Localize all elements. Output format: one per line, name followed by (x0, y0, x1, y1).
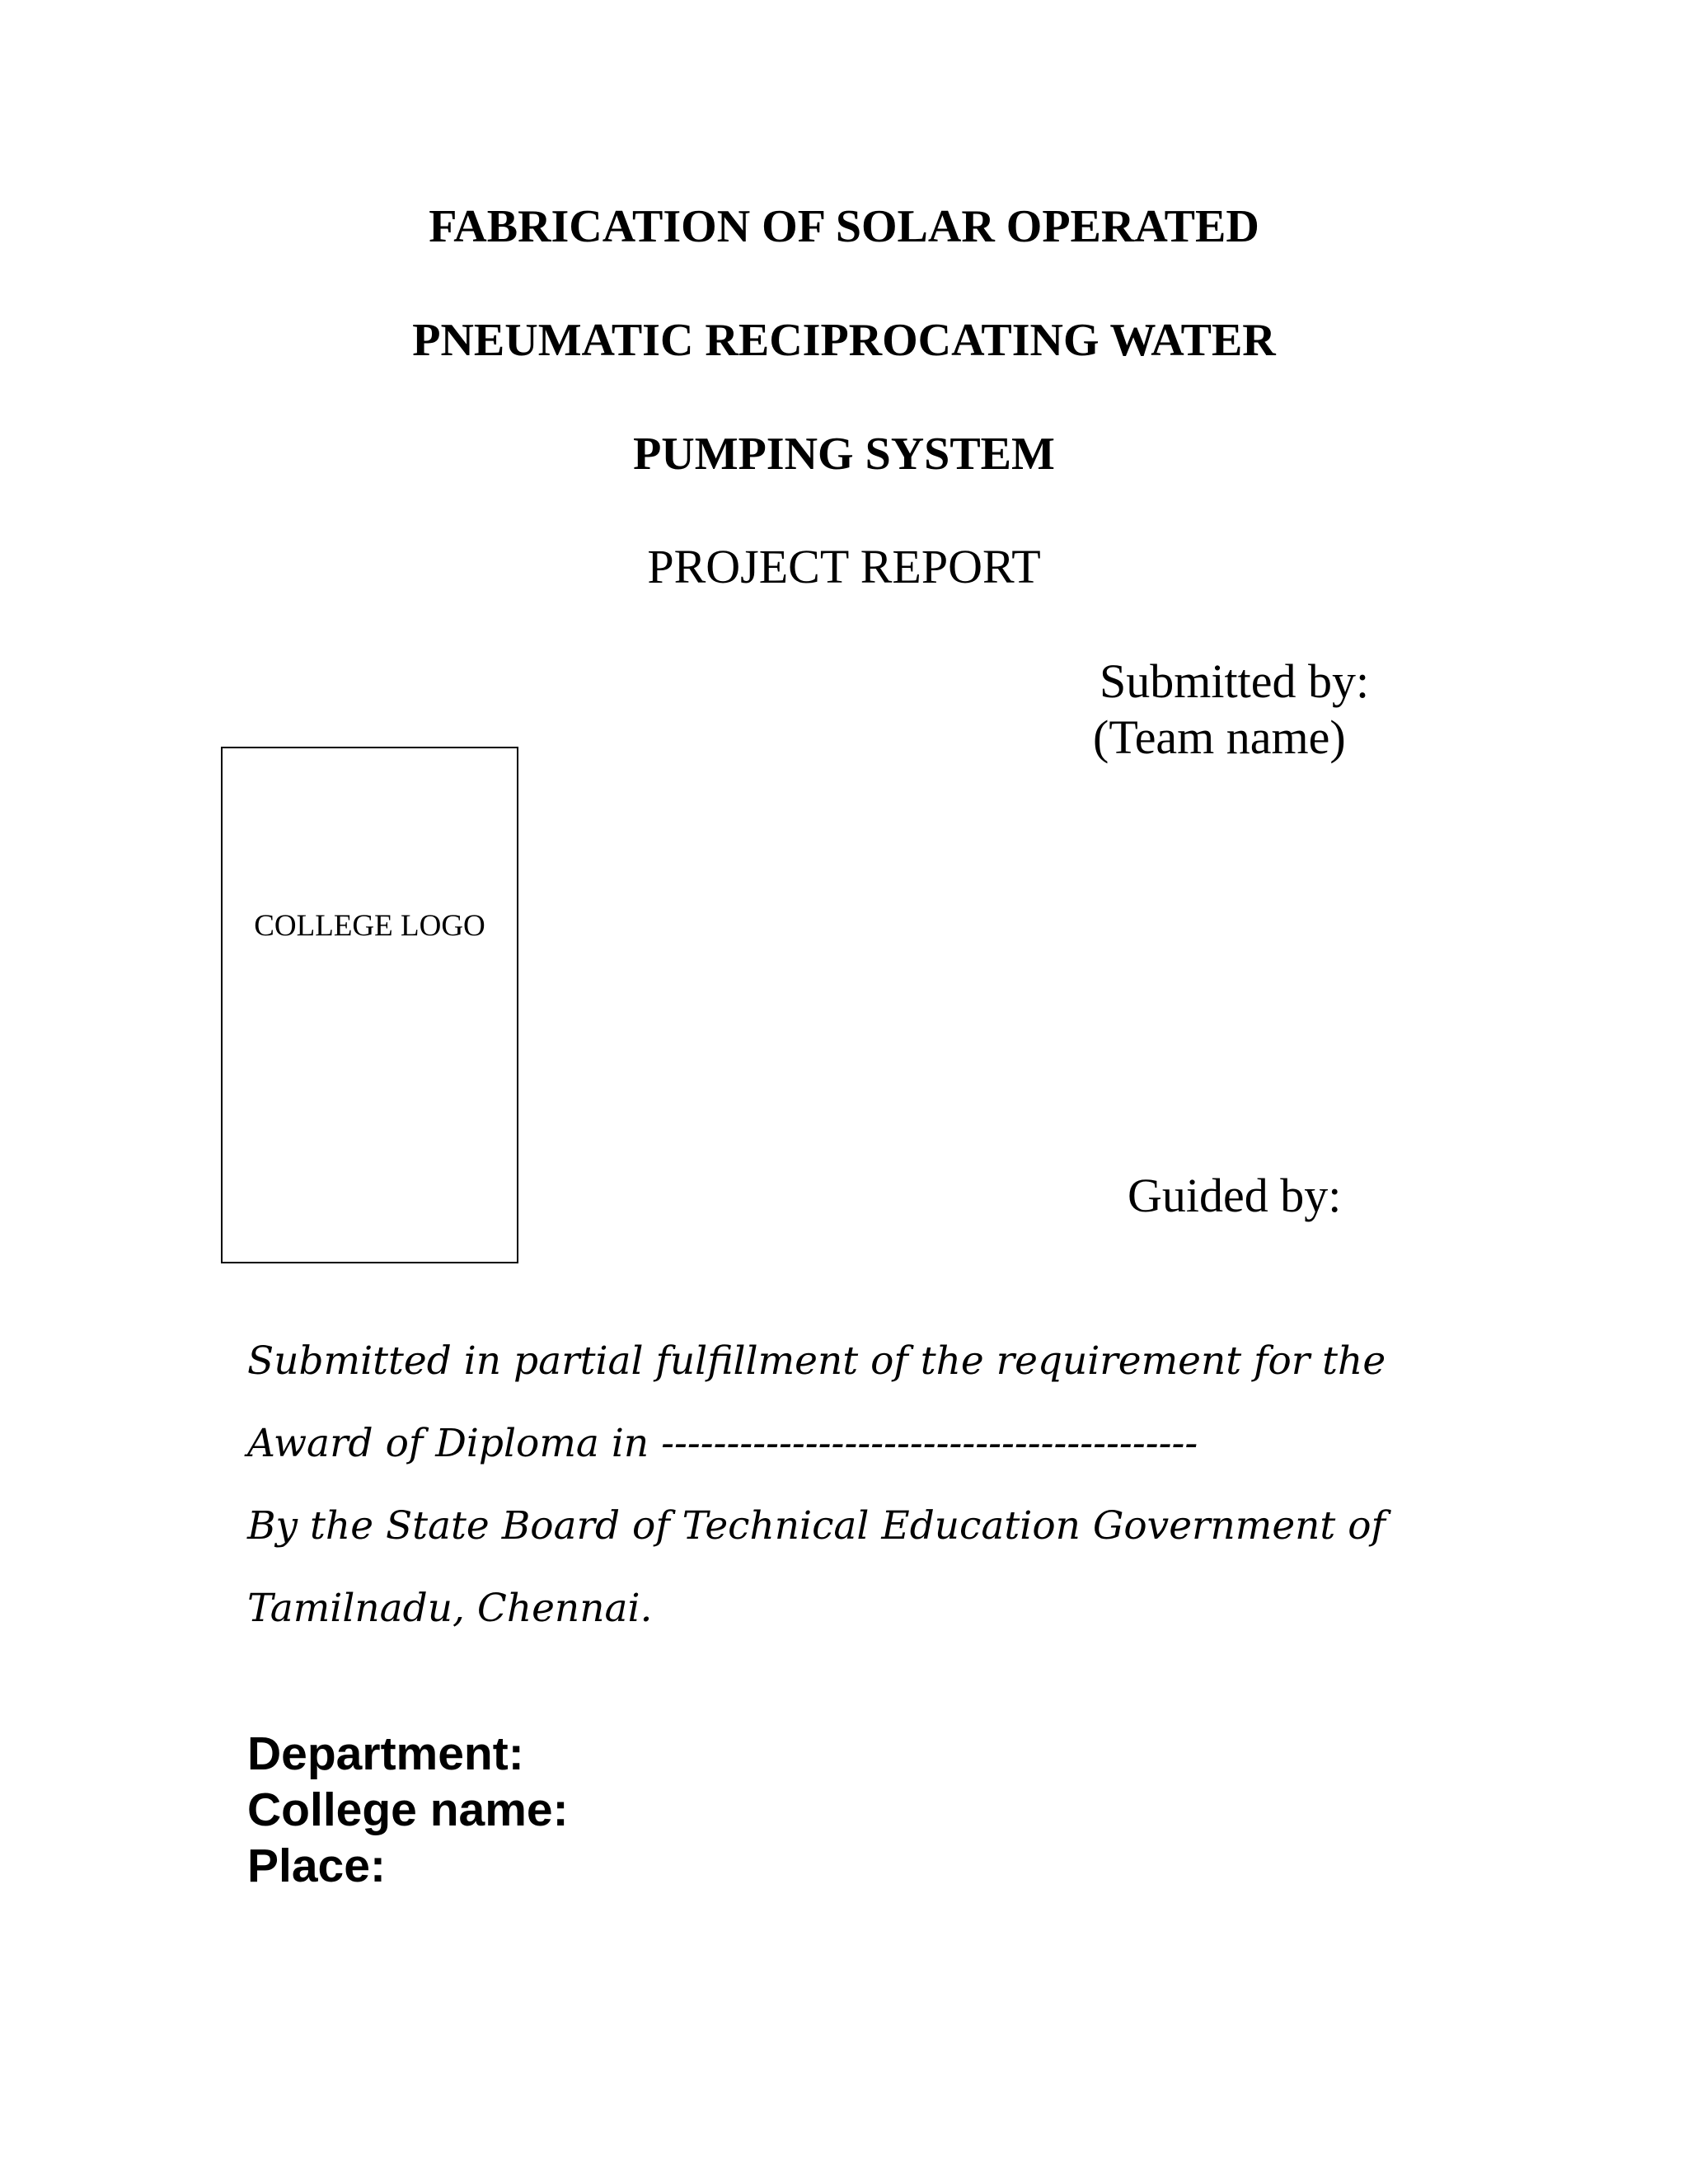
department-label: Department: (247, 1727, 524, 1780)
college-name-label: College name: (247, 1783, 569, 1836)
statement-line-1: Submitted in partial fulfillment of the requirement for the (247, 1338, 1386, 1384)
team-name-placeholder: (Team name) (1093, 710, 1346, 764)
report-subtitle: PROJECT REPORT (647, 540, 1041, 593)
title-line-2: PNEUMATIC RECIPROCATING WATER (412, 315, 1276, 366)
statement-line-4: Tamilnadu, Chennai. (247, 1586, 653, 1631)
statement-line-2: Award of Diploma in ----------------------------------------- (247, 1421, 1198, 1466)
guided-by-label: Guided by: (1128, 1169, 1342, 1222)
college-logo-label: COLLEGE LOGO (254, 909, 485, 943)
title-line-3: PUMPING SYSTEM (633, 429, 1055, 480)
title-line-1: FABRICATION OF SOLAR OPERATED (429, 201, 1259, 252)
place-label: Place: (247, 1840, 386, 1892)
college-logo-placeholder (221, 747, 518, 1263)
submitted-by-label: Submitted by: (1100, 654, 1370, 708)
statement-line-3: By the State Board of Technical Education Government of (247, 1503, 1386, 1549)
